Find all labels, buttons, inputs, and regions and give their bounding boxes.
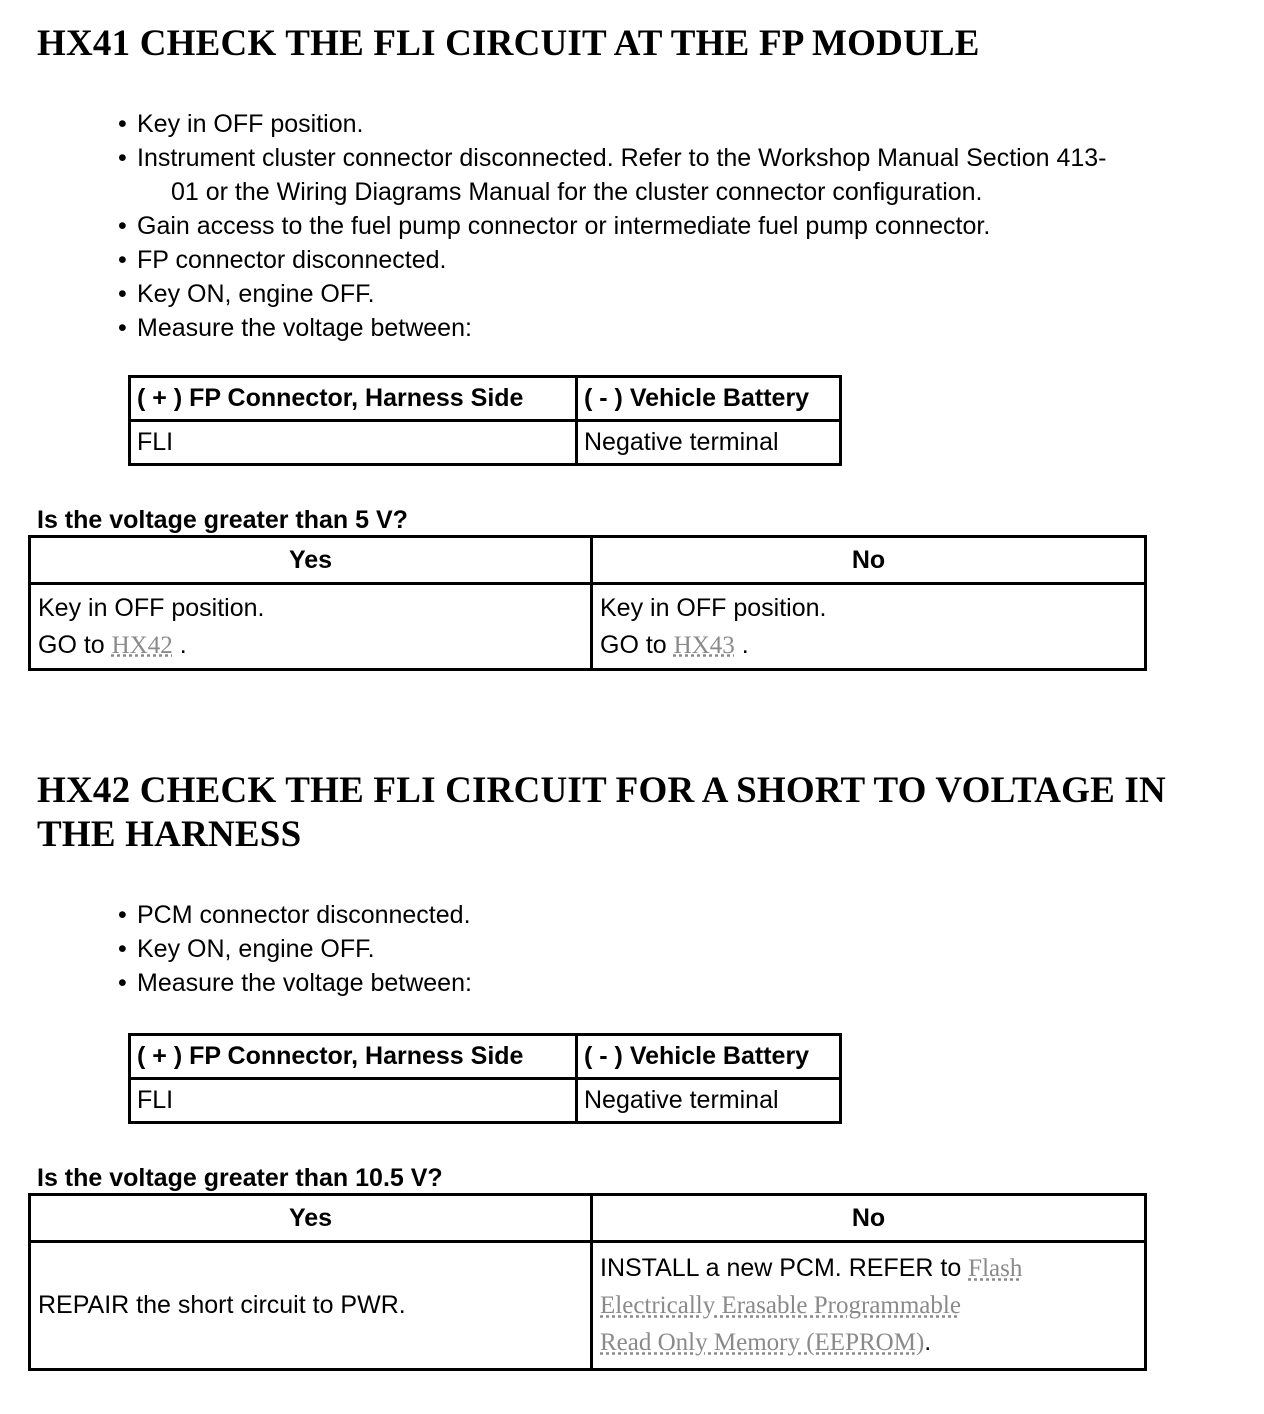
bullet-icon: • — [118, 901, 127, 929]
table-row — [130, 1079, 841, 1123]
yes-cell: REPAIR the short circuit to PWR. — [30, 1242, 592, 1370]
link-hx42[interactable]: HX42 — [111, 631, 173, 659]
table-cell: FLI — [130, 421, 577, 465]
hx42-answer-table — [28, 1193, 1147, 1371]
hx41-measurement-table — [128, 375, 842, 466]
no-header: No — [592, 537, 1146, 584]
table-header-row — [30, 537, 1146, 584]
list-item: • Gain access to the fuel pump connector or intermediate fuel pump connector. — [118, 209, 1228, 243]
table-header-row — [130, 377, 841, 421]
hx41-step-list — [118, 107, 1228, 345]
hx42-question: Is the voltage greater than 10.5 V? — [37, 1164, 443, 1192]
yes-header: Yes — [30, 1195, 592, 1242]
yes-header: Yes — [30, 537, 592, 584]
hx42-step-list — [118, 898, 1228, 1000]
bullet-icon: • — [118, 212, 127, 240]
list-item: • FP connector disconnected. — [118, 243, 1228, 277]
no-cell: INSTALL a new PCM. REFER to Flash Electrically Erasable Programmable Read Only Memory (EEPROM). — [592, 1242, 1146, 1370]
list-item: • Measure the voltage between: — [118, 311, 1228, 345]
bullet-icon: • — [118, 969, 127, 997]
link-hx43[interactable]: HX43 — [673, 631, 735, 659]
table-row — [130, 421, 841, 465]
hx42-title: HX42 CHECK THE FLI CIRCUIT FOR A SHORT TO VOLTAGE IN THE HARNESS — [37, 770, 1166, 855]
list-item: • Instrument cluster connector disconnected. Refer to the Workshop Manual Section 413- 01 or the Wiring Diagrams Manual for the cluster connector configuration. — [118, 141, 1228, 209]
hx41-question: Is the voltage greater than 5 V? — [37, 506, 408, 534]
list-item: • Key ON, engine OFF. — [118, 277, 1228, 311]
no-cell: Key in OFF position. GO to HX43 . — [592, 584, 1146, 670]
column-header: ( - ) Vehicle Battery — [577, 1035, 841, 1079]
table-row — [30, 1242, 1146, 1370]
list-item: • Measure the voltage between: — [118, 966, 1228, 1000]
link-flash-eeprom[interactable]: Flash — [968, 1255, 1023, 1282]
link-flash-eeprom[interactable]: Electrically Erasable Programmable — [600, 1292, 961, 1319]
table-cell: Negative terminal — [577, 421, 841, 465]
table-row — [30, 584, 1146, 670]
list-item: • Key ON, engine OFF. — [118, 932, 1228, 966]
hx41-answer-table — [28, 535, 1147, 671]
list-item: • Key in OFF position. — [118, 107, 1228, 141]
list-item: • PCM connector disconnected. — [118, 898, 1228, 932]
hx41-title: HX41 CHECK THE FLI CIRCUIT AT THE FP MODULE — [37, 23, 980, 64]
hx42-measurement-table — [128, 1033, 842, 1124]
column-header: ( + ) FP Connector, Harness Side — [130, 1035, 577, 1079]
column-header: ( - ) Vehicle Battery — [577, 377, 841, 421]
yes-cell: Key in OFF position. GO to HX42 . — [30, 584, 592, 670]
table-cell: FLI — [130, 1079, 577, 1123]
no-header: No — [592, 1195, 1146, 1242]
bullet-icon: • — [118, 935, 127, 963]
table-header-row — [130, 1035, 841, 1079]
table-cell: Negative terminal — [577, 1079, 841, 1123]
column-header: ( + ) FP Connector, Harness Side — [130, 377, 577, 421]
link-flash-eeprom[interactable]: Read Only Memory (EEPROM) — [600, 1329, 925, 1356]
bullet-icon: • — [118, 280, 127, 308]
bullet-icon: • — [118, 314, 127, 342]
table-header-row — [30, 1195, 1146, 1242]
bullet-icon: • — [118, 246, 127, 274]
bullet-icon: • — [118, 110, 127, 138]
bullet-icon: • — [118, 144, 127, 172]
